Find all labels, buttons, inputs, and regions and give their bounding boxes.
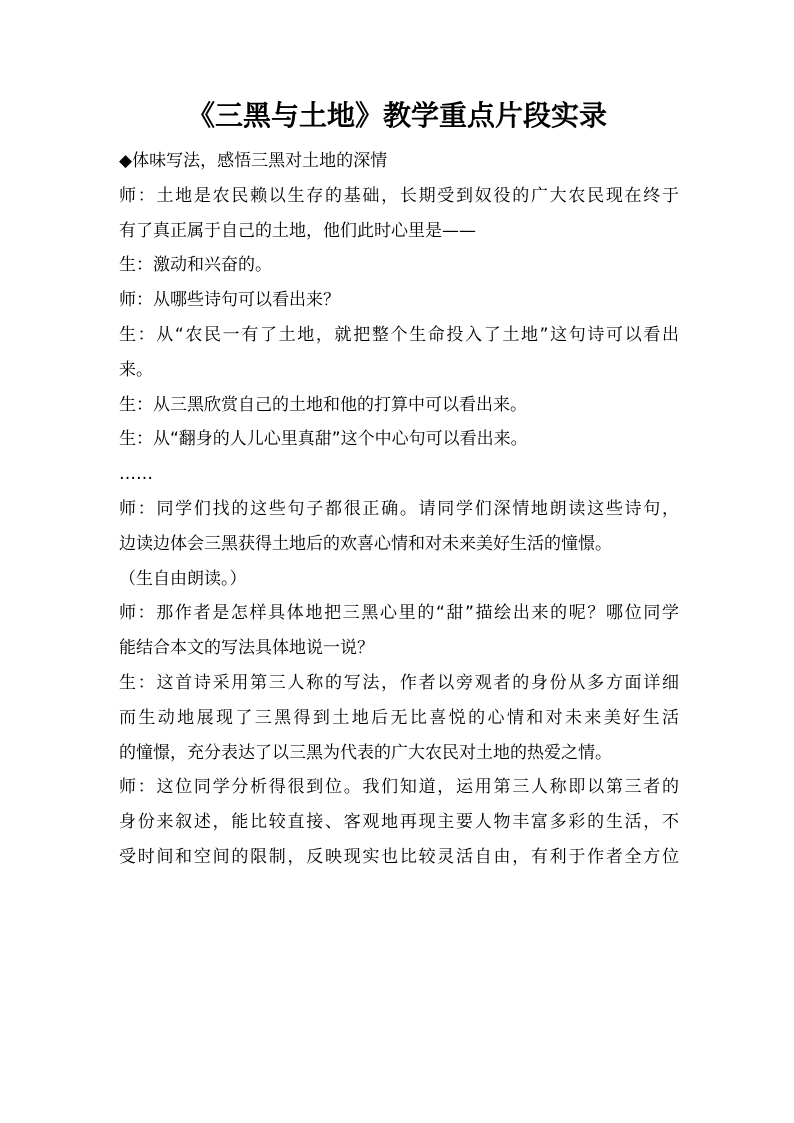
paragraph [119, 492, 679, 562]
text-line: 生：从三黑欣赏自己的土地和他的打算中可以看出来。 [119, 394, 527, 415]
document-title: 《三黑与土地》教学重点片段实录 [186, 99, 607, 132]
text-line: （生自由朗读。） [119, 568, 247, 589]
text-line: 生：从“翻身的人儿心里真甜”这个中心句可以看出来。 [119, 429, 528, 450]
text-line: 能结合本文的写法具体地说一说？ [119, 638, 374, 659]
paragraph [119, 388, 679, 423]
paragraph [119, 770, 679, 874]
section-heading: ◆体味写法，感悟三黑对土地的深情 [119, 151, 388, 171]
paragraph [119, 144, 679, 179]
text-line: 生：激动和兴奋的。 [119, 255, 272, 276]
paragraph [119, 318, 679, 388]
document-body [119, 144, 679, 875]
text-line: 的憧憬，充分表达了以三黑为代表的广大农民对土地的热爱之情。 [119, 742, 612, 763]
text-line: 师：土地是农民赖以生存的基础，长期受到奴役的广大农民现在终于 [119, 185, 679, 206]
text-line: 师：同学们找的这些句子都很正确。请同学们深情地朗读这些诗句， [119, 498, 679, 519]
text-line: 受时间和空间的限制，反映现实也比较灵活自由，有利于作者全方位 [119, 846, 679, 867]
text-line: 边读边体会三黑获得土地后的欢喜心情和对未来美好生活的憧憬。 [119, 533, 612, 554]
text-line: 师：从哪些诗句可以看出来？ [119, 290, 340, 311]
text-line: 有了真正属于自己的土地，他们此时心里是—— [119, 220, 476, 241]
text-line: 生：从“农民一有了土地，就把整个生命投入了土地”这句诗可以看出 [119, 324, 679, 345]
paragraph [119, 283, 679, 318]
text-line: 来。 [119, 359, 153, 380]
paragraph [119, 596, 679, 666]
text-line: 而生动地展现了三黑得到土地后无比喜悦的心情和对未来美好生活 [119, 707, 679, 728]
paragraph [119, 179, 679, 249]
ellipsis-line: …… [119, 464, 153, 485]
paragraph [119, 562, 679, 597]
text-line: 身份来叙述，能比较直接、客观地再现主要人物丰富多彩的生活，不 [119, 812, 679, 833]
paragraph [119, 457, 679, 492]
text-line: 师：这位同学分析得很到位。我们知道，运用第三人称即以第三者的 [119, 777, 679, 798]
paragraph [119, 666, 679, 770]
paragraph [119, 248, 679, 283]
text-line: 生：这首诗采用第三人称的写法，作者以旁观者的身份从多方面详细 [119, 672, 679, 693]
paragraph [119, 422, 679, 457]
text-line: 师：那作者是怎样具体地把三黑心里的“甜”描绘出来的呢？哪位同学 [119, 603, 679, 624]
